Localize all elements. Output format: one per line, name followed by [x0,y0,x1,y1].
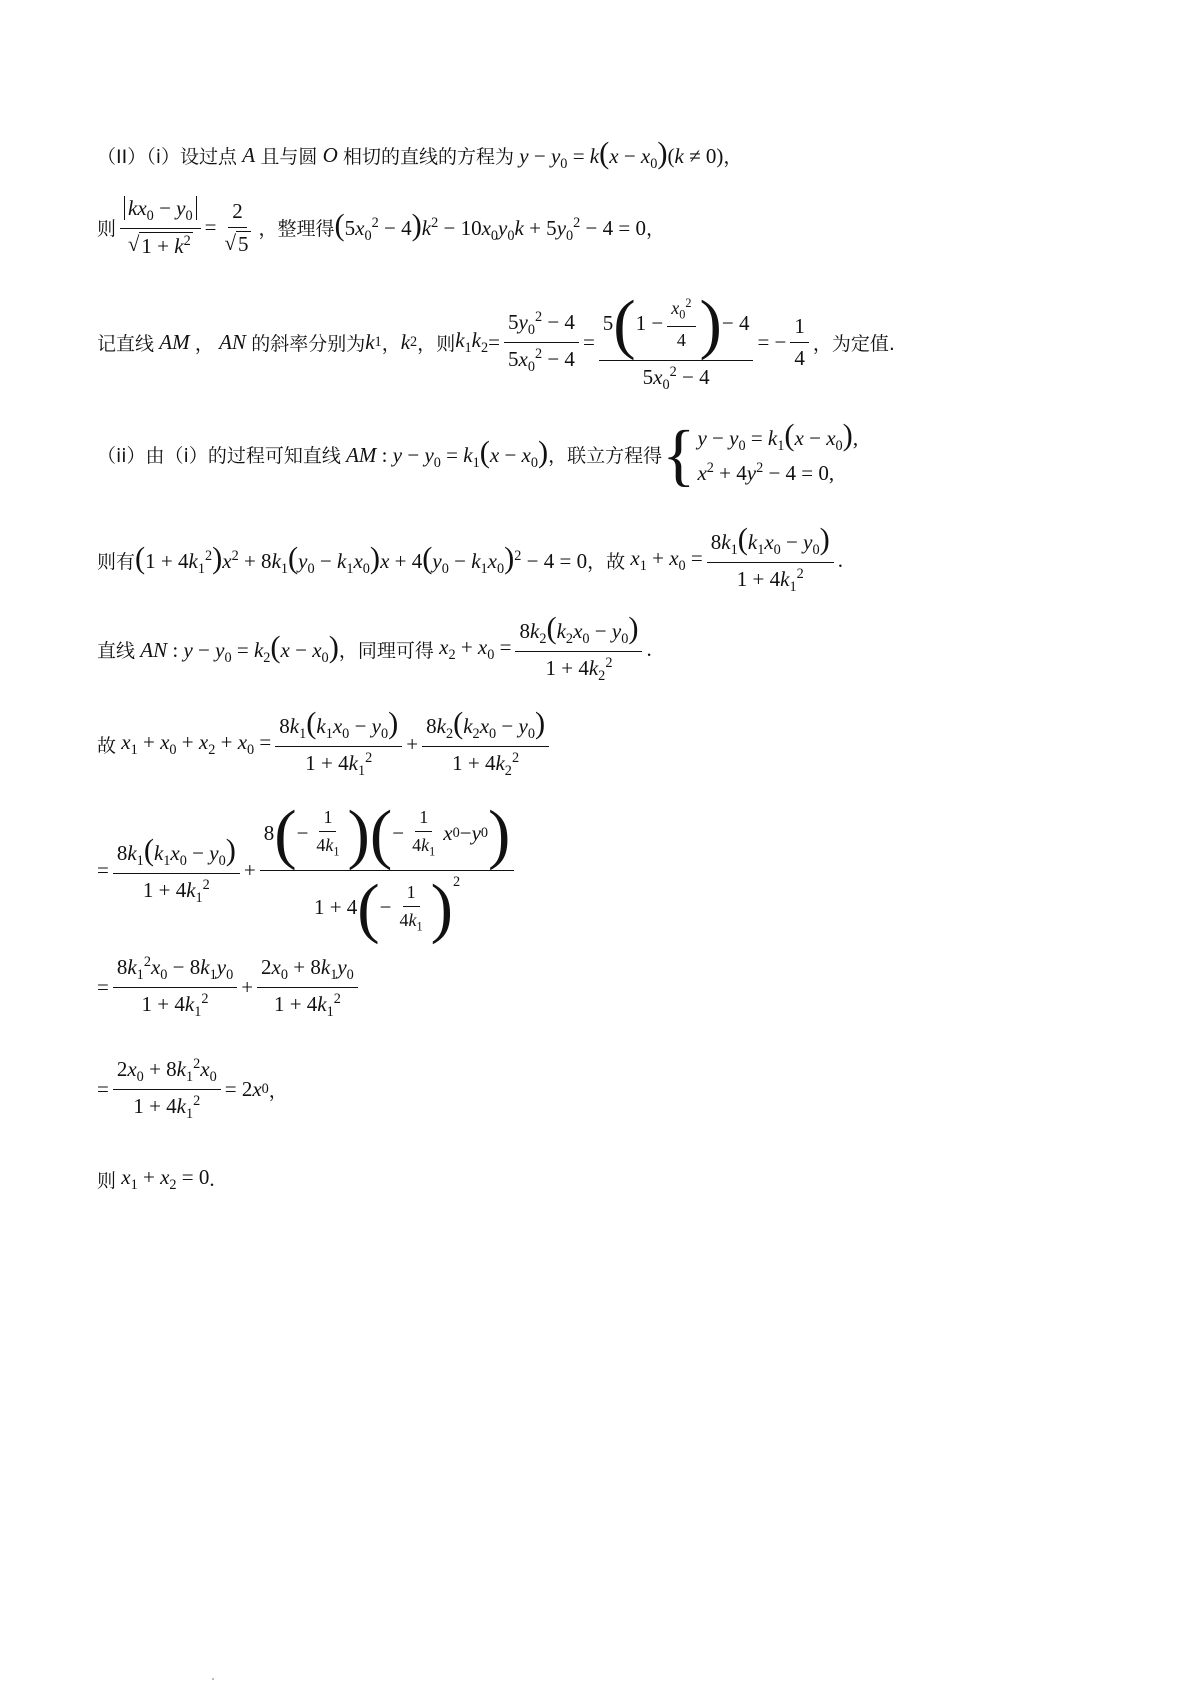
line-4: （ii）由（i）的过程可知直线 AM : $y - y_0 = k_1(x - x_0)$ ， 联立方程得 { $y - y_0 = k_1(x - x_0)$, $x^2 + 4y^2 - 4 = 0$, [97,416,859,494]
constant-text: 为定值. [831,332,895,355]
tangent-line-text: 相切的直线的方程为 [343,146,515,169]
quadratic-equation: $(5x_0^2 - 4)k^2 - 10x_0y_0k + 5y_0^2 - 4 = 0$ [334,208,646,245]
line-7: 故 $x_1 + x_0 + x_2 + x_0$ = $\frac{8k_1(k_1x_0 - y_0)}{1 + 4k_1^2}$ + $\frac{8k_2(k_2x_0 - y_0)}{1 + 4k_2^2}$ [97,708,553,780]
line-2: 则 $kx_0 - y_0$ √ $1 + k^2$ = 2 √ 5 ， 整理得 $(5x_0^2 - 4)k^2 - 10x_0y_0k + 5y_0^2 - 4 = 0$ ， [97,196,665,259]
line-1: （II）（i） 设过点 A 且与圆 O 相切的直线的方程为 $y - y_0 = k(x - x_0)(k \ne 0)$ ， [97,136,743,173]
part-label: （II）（i） [97,146,180,169]
distance-fraction: $kx_0 - y_0$ √ $1 + k^2$ [120,196,201,259]
line-6: 直线 AN : $y - y_0 = k_2(x - x_0)$ ， 同理可得 $x_2 + x_0$ = $\frac{8k_2(k_2x_0 - y_0)}{1 + 4k_2^2}$ . [97,611,652,685]
final-result: $x_1 + x_2 = 0$ [121,1165,210,1194]
line-9: = $\frac{8k_1^2x_0 - 8k_1y_0}{1 + 4k_1^2}$ + $\frac{2x_0 + 8k_1y_0}{1 + 4k_1^2}$ [97,954,362,1021]
line-3: 记直线 AM ， AN 的斜率分别为 k 1 ， k 2 ， 则 $k_1k_2$ = $\frac{5y_0^2 - 4}{5x_0^2 - 4}$ = 5 ( 1 − $\frac{x_0^2}{4}$ ) − 4 $5x_0^2 - 4$ = − $\frac{1}{4}$ ， 为定值. [97,286,895,394]
page-dot [212,1678,214,1680]
line-5: 则有 $(1 + 4k_1^2)x^2 + 8k_1(y_0 - k_1x_0)x + 4(y_0 - k_1x_0)^2 - 4 = 0$ ， 故 $x_1 + x_0$ = $\frac{8k_1(k_1x_0 - y_0)}{1 + 4k_1^2}$ . [97,522,843,596]
line-11: 则 $x_1 + x_2 = 0$ . [97,1165,215,1194]
line-8: = $\frac{8k_1(k_1x_0 - y_0)}{1 + 4k_1^2}$ + 8 ( − $\frac{1}{4k_1}$ ) ( − $\frac{1}{4k_1}$ x 0 − y 0 ) 1 + 4 ( − $\frac{1}{4k_1}$ ) $^2$ [97,800,518,941]
slope-product: $k_1k_2$ [455,327,489,356]
line-10: = $\frac{2x_0 + 8k_1^2x_0}{1 + 4k_1^2}$ = 2 x 0 ， [97,1056,288,1123]
intro-text: 设过点 [180,146,238,169]
tangent-text: 且与圆 [260,146,318,169]
equation-system: $y - y_0 = k_1(x - x_0)$, $x^2 + 4y^2 - 4 = 0$, [697,418,859,486]
simplify-text: 整理得 [277,218,335,241]
tangent-equation: $y - y_0 = k(x - x_0)(k \ne 0)$ [519,136,724,173]
